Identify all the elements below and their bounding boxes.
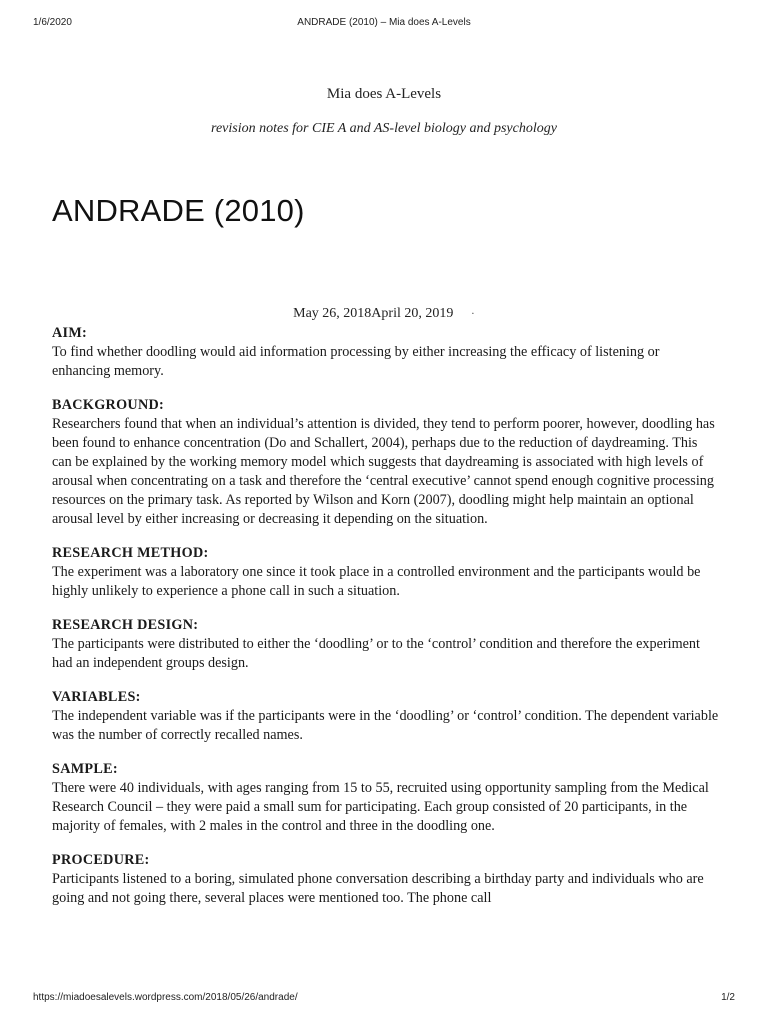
post-title: ANDRADE (2010) — [52, 193, 305, 228]
print-date: 1/6/2020 — [33, 17, 72, 28]
print-document-title: ANDRADE (2010) – Mia does A-Levels — [297, 17, 471, 28]
meta-separator: · — [470, 306, 475, 320]
section-body: The independent variable was if the participants were in the ‘doodling’ or ‘control’ condition. The dependent variable was the number of correctly recalled names. — [52, 708, 719, 743]
print-header — [33, 17, 735, 31]
section-research-design — [52, 616, 720, 673]
section-body: Researchers found that when an individual’s attention is divided, they tend to perform poorer, however, doodling has been found to enhance concentration (Do and Schallert, 2004), perhaps due to the reduction of daydreaming. This can be explained by the working memory model which suggests that daydreaming is associated with high levels of arousal when concentrating on a task and therefore the ‘central executive’ cannot spend enough cognitive processing resources on the primary task. As reported by Wilson and Korn (2007), doodling might help maintain an optional arousal level by either increasing or decreasing it depending on the situation. — [52, 416, 715, 527]
post-content — [52, 324, 720, 923]
print-footer — [33, 992, 735, 1006]
section-sample — [52, 760, 720, 836]
section-heading: AIM: — [52, 325, 88, 341]
print-page-number: 1/2 — [721, 992, 735, 1003]
section-body: There were 40 individuals, with ages ranging from 15 to 55, recruited using opportunity sampling from the Medical Research Council – they were paid a small sum for participating. Each group consisted of 20 participants, in the majority of females, with 2 males in the control and three in the doodling one. — [52, 780, 709, 834]
section-heading: RESEARCH METHOD: — [52, 545, 209, 561]
section-research-method — [52, 544, 720, 601]
section-background — [52, 396, 720, 529]
section-heading: SAMPLE: — [52, 761, 118, 777]
section-variables — [52, 688, 720, 745]
section-aim — [52, 324, 720, 381]
section-body: Participants listened to a boring, simulated phone conversation describing a birthday party and individuals who are going and not going there, several places were mentioned too. The phone call — [52, 871, 704, 906]
post-date-updated: April 20, 2019 — [371, 306, 454, 321]
section-body: The participants were distributed to either the ‘doodling’ or to the ‘control’ condition and therefore the experiment had an independent groups design. — [52, 636, 700, 671]
section-body: The experiment was a laboratory one since it took place in a controlled environment and the participants would be highly unlikely to experience a phone call in such a situation. — [52, 564, 701, 599]
post-date-published[interactable]: May 26, 2018 — [293, 306, 372, 321]
section-heading: PROCEDURE: — [52, 852, 150, 868]
section-heading: RESEARCH DESIGN: — [52, 617, 199, 633]
site-title[interactable]: Mia does A-Levels — [326, 86, 442, 102]
post-meta — [0, 306, 768, 322]
section-procedure — [52, 851, 720, 908]
section-heading: BACKGROUND: — [52, 397, 165, 413]
print-url: https://miadoesalevels.wordpress.com/2018/05/26/andrade/ — [33, 992, 298, 1003]
site-tagline: revision notes for CIE A and AS-level biology and psychology — [211, 121, 557, 136]
section-body: To find whether doodling would aid information processing by either increasing the efficacy of listening or enhancing memory. — [52, 344, 660, 379]
section-heading: VARIABLES: — [52, 689, 141, 705]
